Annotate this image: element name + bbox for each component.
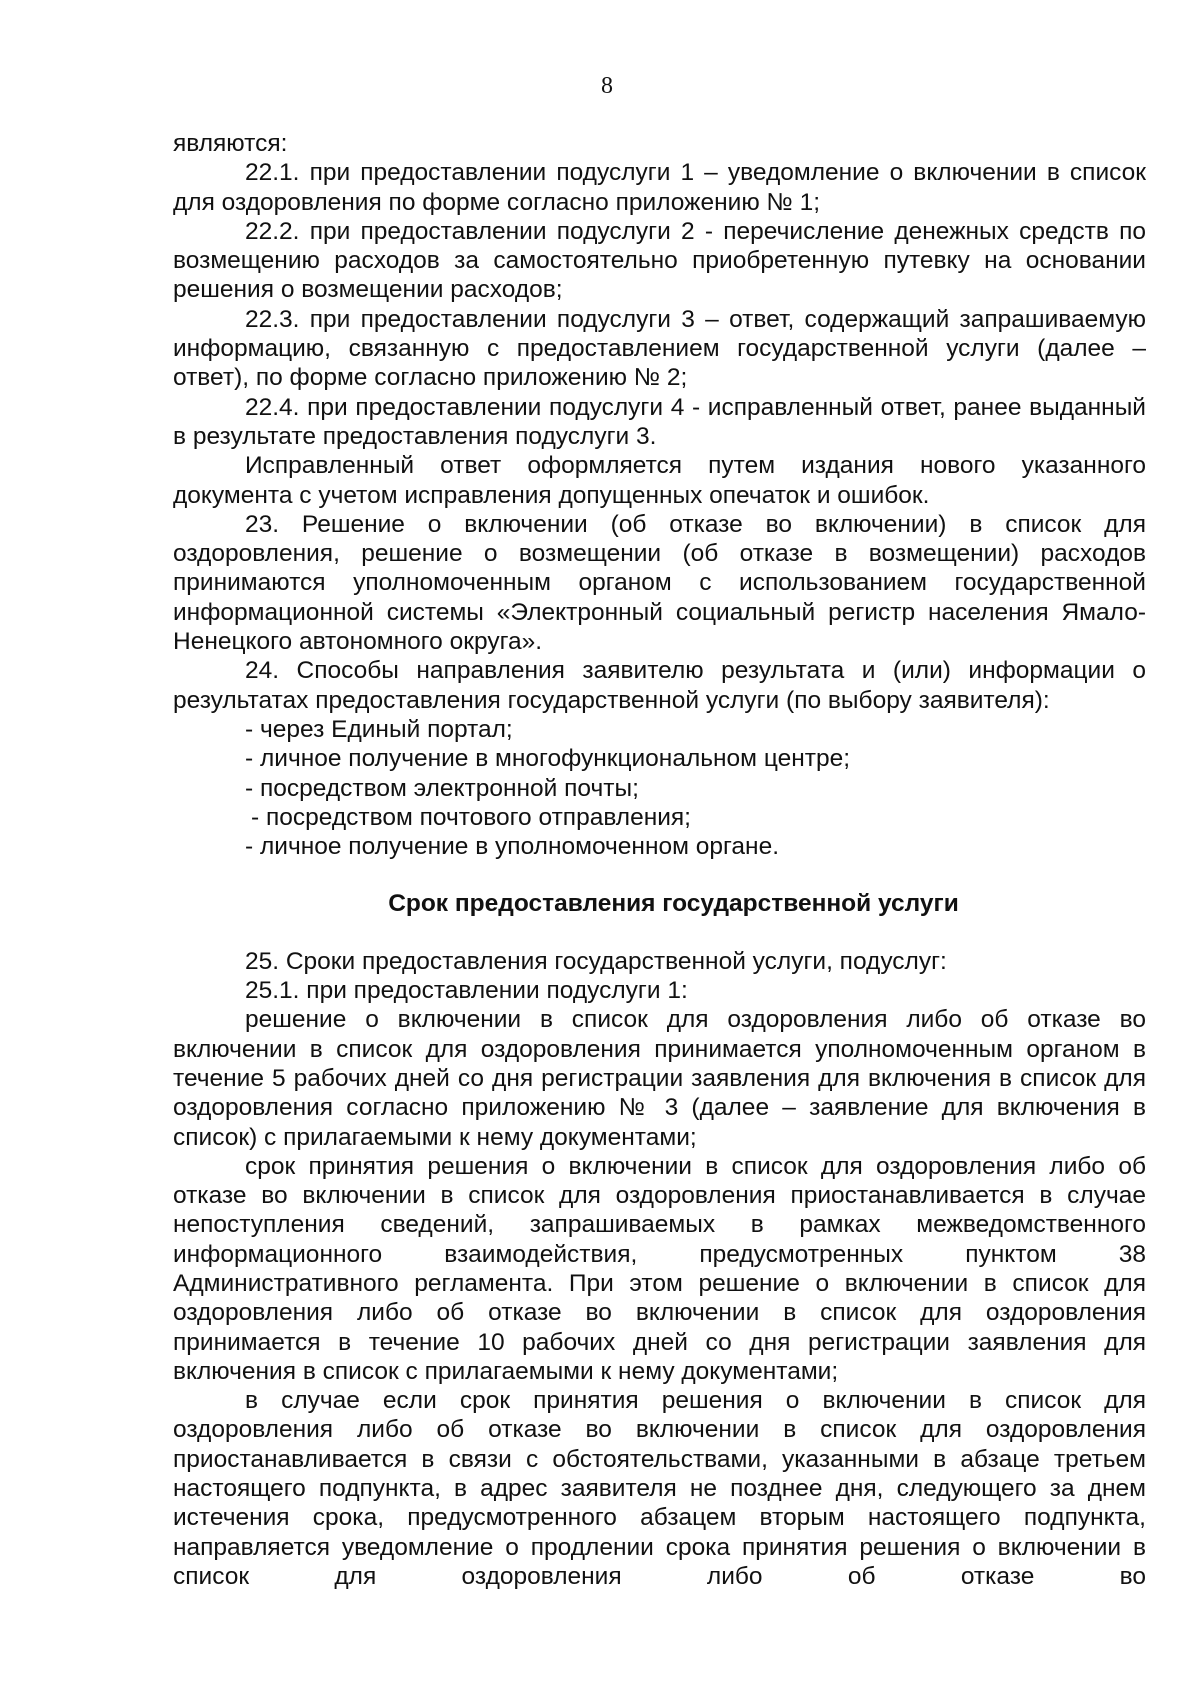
section-heading: Срок предоставления государственной услуги [388,890,959,918]
list-item: - личное получение в многофункциональном центре; [245,745,851,773]
page-number: 8 [601,73,613,99]
document-body [173,129,1146,1591]
list-item: - личное получение в уполномоченном органе. [245,833,780,861]
paragraph-extension-notice: в случае если срок принятия решения о включении в список для оздоровления либо об отказе во включении в список для оздоровления приостанавливается в связи с обстоятельствами, указанными в абзаце третьем настоящего подпункта, в адрес заявителя не позднее дня, следующего за днем истечения срока, предусмотренного абзацем вторым настоящего подпункта, направляется уведомление о продлении срока принятия решения о включении в список для оздоровления либо об отказе во [173,1387,1146,1590]
paragraph-corrected-answer: Исправленный ответ оформляется путем издания нового указанного документа с учетом исправления допущенных опечаток и ошибок. [173,452,1146,509]
paragraph-23: 23. Решение о включении (об отказе во включении) в список для оздоровления, решение о возмещении (об отказе в возмещении) расходов принимаются уполномоченным органом с использованием государственной информационной системы «Электронный социальный регистр населения Ямало-Ненецкого автономного округа». [173,510,1146,656]
paragraph-22-3: 22.3. при предоставлении подуслуги 3 – ответ, содержащий запрашиваемую информацию, связанную с предоставлением государственной услуги (далее – ответ), по форме согласно приложению № 2; [173,305,1146,392]
paragraph-decision-term: решение о включении в список для оздоровления либо об отказе во включении в список для оздоровления принимается уполномоченным органом в течение 5 рабочих дней со дня регистрации заявления для включения в список для оздоровления согласно приложению № 3 (далее – заявление для включения в список) с прилагаемыми к нему документами; [173,1006,1146,1151]
paragraph-25: 25. Сроки предоставления государственной услуги, подуслуг: [245,947,947,975]
paragraph-24: 24. Способы направления заявителю результата и (или) информации о результатах предоставления государственной услуги (по выбору заявителя): [173,657,1146,714]
paragraph-22-1: 22.1. при предоставлении подуслуги 1 – уведомление о включении в список для оздоровления по форме согласно приложению № 1; [173,159,1146,216]
paragraph-25-1: 25.1. при предоставлении подуслуги 1: [245,977,688,1005]
paragraph-22-4: 22.4. при предоставлении подуслуги 4 - исправленный ответ, ранее выданный в результате предоставления подуслуги 3. [173,393,1146,450]
list-item: - посредством почтового отправления; [251,803,691,831]
list-item: - посредством электронной почты; [245,774,639,802]
paragraph-22-2: 22.2. при предоставлении подуслуги 2 - перечисление денежных средств по возмещению расходов за самостоятельно приобретенную путевку на основании решения о возмещении расходов; [173,217,1146,304]
paragraph-suspension: срок принятия решения о включении в список для оздоровления либо об отказе во включении в список для оздоровления приостанавливается в случае непоступления сведений, запрашиваемых в рамках межведомственного информационного взаимодействия, предусмотренных пунктом 38 Административного регламента. При этом решение о включении в список для оздоровления либо об отказе во включении в список для оздоровления принимается в течение 10 рабочих дней со дня регистрации заявления для включения в список с прилагаемыми к нему документами; [173,1152,1146,1385]
list-item: - через Единый портал; [245,715,513,743]
paragraph-continuation: являются: [173,130,288,157]
